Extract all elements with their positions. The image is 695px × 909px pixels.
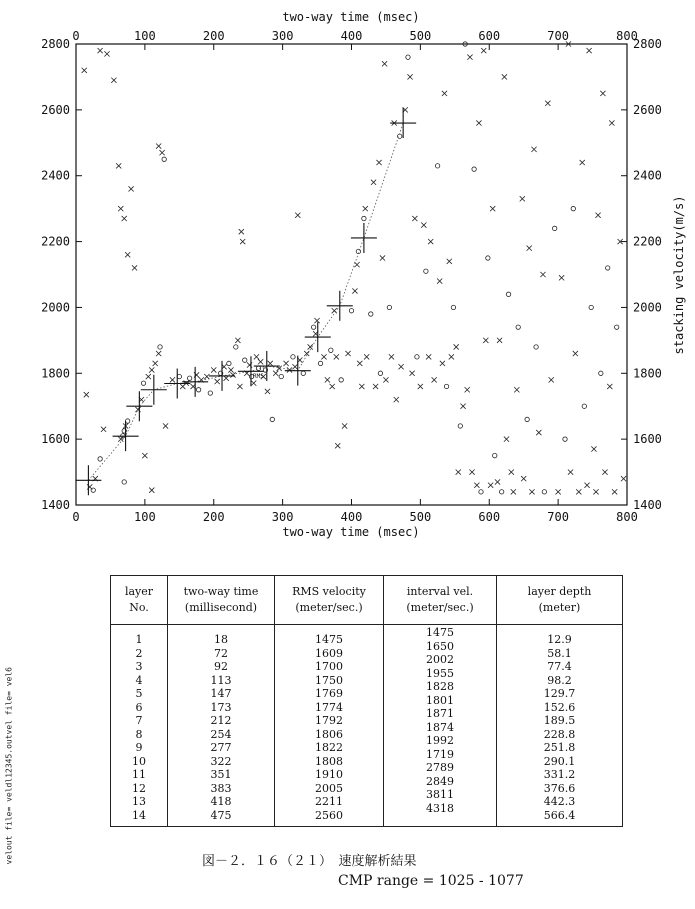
semblance-point [104, 51, 109, 56]
velocity-pick-3 [126, 391, 152, 421]
side-file-note: velout file= veldl12345.outvel file= vel6 [4, 667, 14, 865]
semblance-point [227, 361, 231, 365]
semblance-point [111, 78, 116, 83]
semblance-point [556, 489, 561, 494]
semblance-point [418, 384, 423, 389]
y-tick-label-left-7: 2800 [41, 37, 70, 51]
y-axis-title: stacking velocity(m/s) [672, 195, 686, 355]
x-tick-label-top-5: 500 [409, 29, 432, 43]
semblance-point [295, 213, 300, 218]
semblance-point [84, 392, 89, 397]
x-tick-label-bottom-0: 0 [72, 510, 80, 524]
semblance-point [410, 371, 415, 376]
semblance-point [474, 483, 479, 488]
x-tick-label-top-3: 300 [271, 29, 294, 43]
velocity-pick-12 [327, 291, 353, 321]
semblance-point [421, 223, 426, 228]
x-tick-label-top-1: 100 [134, 29, 156, 43]
semblance-point [621, 476, 626, 481]
velocity-pick-2 [113, 421, 139, 451]
semblance-point [363, 206, 368, 211]
semblance-point [456, 469, 461, 474]
semblance-point [559, 275, 564, 280]
semblance-point [349, 309, 353, 313]
semblance-point [292, 364, 297, 369]
semblance-point [371, 180, 376, 185]
semblance-point [407, 74, 412, 79]
semblance-point [600, 91, 605, 96]
semblance-point [243, 358, 247, 362]
semblance-point [460, 404, 465, 409]
semblance-point [493, 453, 497, 457]
semblance-point [162, 157, 166, 161]
semblance-point [502, 74, 507, 79]
semblance-point [568, 469, 573, 474]
semblance-point [82, 68, 87, 73]
semblance-point [563, 437, 567, 441]
y-tick-label-left-3: 2000 [41, 300, 70, 315]
y-tick-label-left-4: 2200 [41, 234, 70, 249]
semblance-point [141, 381, 145, 385]
semblance-point [345, 351, 350, 356]
semblance-points [82, 41, 626, 494]
semblance-point [552, 226, 556, 230]
semblance-point [291, 355, 295, 359]
semblance-point [357, 361, 362, 366]
semblance-point [156, 351, 161, 356]
semblance-point [156, 143, 161, 148]
semblance-point [98, 48, 103, 53]
x-tick-label-bottom-2: 200 [202, 510, 225, 524]
semblance-point [122, 216, 127, 221]
column-time: 18 72 92 113 147 173 212 254 277 322 351 383 418 475 [168, 625, 275, 827]
semblance-point [454, 344, 459, 349]
semblance-point [383, 377, 388, 382]
semblance-point [437, 278, 442, 283]
semblance-point [196, 388, 200, 392]
semblance-point [467, 55, 472, 60]
semblance-point [125, 252, 130, 257]
semblance-point [531, 147, 536, 152]
semblance-point [506, 292, 510, 296]
y-tick-label-left-6: 2600 [41, 102, 70, 117]
velocity-pick-6 [182, 367, 208, 397]
semblance-point [149, 367, 154, 372]
semblance-point [142, 453, 147, 458]
y-tick-label-left-0: 1400 [41, 498, 70, 512]
semblance-point [204, 374, 209, 379]
semblance-point [237, 384, 242, 389]
semblance-point [230, 372, 235, 377]
velocity-pick-line [88, 123, 403, 480]
semblance-point [254, 354, 259, 359]
semblance-point [481, 48, 486, 53]
x-axis-title: two-way time (msec) [282, 525, 420, 539]
semblance-point [571, 206, 575, 210]
semblance-point [362, 216, 366, 220]
semblance-point [380, 255, 385, 260]
semblance-point [215, 379, 220, 384]
y-tick-label-right-1: 1600 [633, 432, 662, 447]
semblance-point [339, 378, 343, 382]
semblance-point [398, 364, 403, 369]
semblance-point [270, 417, 274, 421]
header-time: two-way time (millisecond) [168, 576, 275, 625]
semblance-point [314, 318, 319, 323]
y-tick-label-right-4: 2200 [633, 234, 662, 249]
velocity-pick-11 [305, 322, 331, 352]
semblance-point [329, 348, 333, 352]
semblance-point [132, 265, 137, 270]
semblance-point [497, 338, 502, 343]
semblance-point [364, 354, 369, 359]
semblance-point [444, 384, 448, 388]
semblance-point [576, 489, 581, 494]
semblance-point [606, 266, 610, 270]
semblance-point [442, 91, 447, 96]
semblance-point [584, 483, 589, 488]
semblance-point [301, 371, 305, 375]
semblance-point [325, 377, 330, 382]
semblance-point [373, 384, 378, 389]
semblance-point [415, 355, 419, 359]
x-tick-label-bottom-1: 100 [134, 510, 156, 524]
semblance-point [265, 389, 270, 394]
semblance-point [449, 354, 454, 359]
semblance-point [352, 288, 357, 293]
semblance-point [382, 61, 387, 66]
semblance-point [163, 423, 168, 428]
rms-annotation: RMS [253, 373, 264, 380]
y-tick-label-right-5: 2400 [633, 168, 662, 183]
x-tick-label-top-7: 700 [547, 29, 569, 43]
semblance-point [536, 430, 541, 435]
semblance-point [587, 48, 592, 53]
header-rms: RMS velocity (meter/sec.) [275, 576, 384, 625]
figure-caption: 図－２．１６（２１） 速度解析結果 [202, 854, 417, 869]
semblance-point [332, 308, 337, 313]
semblance-point [240, 239, 245, 244]
semblance-point [582, 404, 586, 408]
y-tick-label-left-1: 1600 [41, 432, 70, 447]
semblance-point [334, 354, 339, 359]
velocity-pick-10 [285, 356, 311, 386]
x-tick-label-bottom-3: 300 [271, 510, 294, 524]
x-tick-label-top-0: 0 [72, 29, 80, 43]
x-tick-label-top-2: 200 [202, 29, 225, 43]
semblance-point [520, 196, 525, 201]
semblance-point [170, 377, 175, 382]
semblance-point [488, 483, 493, 488]
semblance-point [335, 443, 340, 448]
semblance-point [542, 490, 546, 494]
semblance-point [91, 488, 95, 492]
semblance-point [479, 490, 483, 494]
semblance-point [98, 457, 102, 461]
semblance-point [369, 312, 373, 316]
y-tick-label-right-0: 1400 [633, 498, 662, 512]
semblance-point [432, 377, 437, 382]
semblance-point [465, 387, 470, 392]
y-tick-label-left-5: 2400 [41, 168, 70, 183]
semblance-point [251, 381, 256, 386]
semblance-point [118, 206, 123, 211]
semblance-point [116, 163, 121, 168]
semblance-point [159, 150, 164, 155]
semblance-point [428, 239, 433, 244]
semblance-point [359, 384, 364, 389]
semblance-point [258, 359, 263, 364]
semblance-point [146, 374, 151, 379]
semblance-point [458, 424, 462, 428]
x-tick-label-bottom-5: 500 [409, 510, 432, 524]
semblance-point [239, 229, 244, 234]
semblance-point [101, 427, 106, 432]
semblance-point [525, 417, 529, 421]
semblance-point [153, 361, 158, 366]
semblance-point [521, 476, 526, 481]
semblance-point [483, 338, 488, 343]
semblance-point [499, 490, 503, 494]
semblance-point [330, 384, 335, 389]
semblance-point [545, 101, 550, 106]
semblance-point [614, 325, 618, 329]
semblance-point [187, 376, 191, 380]
semblance-point [589, 305, 593, 309]
velocity-pick-1 [75, 465, 101, 495]
semblance-point [412, 216, 417, 221]
semblance-point [516, 325, 520, 329]
cmp-range-caption: CMP range = 1025 - 1077 [338, 873, 524, 889]
semblance-point [311, 325, 315, 329]
semblance-point [486, 256, 490, 260]
semblance-point [424, 269, 428, 273]
velocity-picks [75, 108, 416, 495]
semblance-point [540, 272, 545, 277]
semblance-point [595, 213, 600, 218]
semblance-point [435, 164, 439, 168]
semblance-point [122, 480, 126, 484]
semblance-point [593, 489, 598, 494]
semblance-point [495, 479, 500, 484]
semblance-point [609, 120, 614, 125]
semblance-point [208, 391, 212, 395]
velocity-table [110, 575, 623, 827]
semblance-point [389, 354, 394, 359]
semblance-point [273, 371, 278, 376]
column-layer: 1 2 3 4 5 6 7 8 9 10 11 12 13 14 [111, 625, 168, 827]
header-depth: layer depth (meter) [497, 576, 623, 625]
semblance-point [234, 345, 238, 349]
column-depth: 12.9 58.1 77.4 98.2 129.7 152.6 189.5 228.8 251.8 290.1 331.2 376.6 442.3 566.4 [497, 625, 623, 827]
semblance-point [612, 489, 617, 494]
x-tick-label-bottom-7: 700 [547, 510, 569, 524]
semblance-point [321, 354, 326, 359]
semblance-point [318, 361, 322, 365]
semblance-point [580, 160, 585, 165]
semblance-point [394, 397, 399, 402]
semblance-point [476, 120, 481, 125]
semblance-point [378, 371, 382, 375]
column-rms: 1475 1609 1700 1750 1769 1774 1792 1806 1822 1808 1910 2005 2211 2560 [275, 625, 384, 827]
semblance-point [591, 446, 596, 451]
semblance-point [129, 186, 134, 191]
semblance-point [447, 259, 452, 264]
semblance-point [469, 469, 474, 474]
top-axis-title: two-way time (msec) [282, 10, 420, 24]
axis-ticks [76, 44, 627, 505]
velocity-pick-13 [351, 223, 377, 253]
axis-tick-labels [41, 29, 662, 524]
x-tick-label-top-6: 600 [478, 29, 501, 43]
semblance-point [235, 338, 240, 343]
semblance-point [607, 384, 612, 389]
semblance-point [279, 374, 283, 378]
x-tick-label-bottom-4: 400 [340, 510, 363, 524]
y-tick-label-right-3: 2000 [633, 300, 662, 315]
plot-frame [76, 44, 627, 505]
semblance-point [268, 361, 273, 366]
semblance-point [228, 367, 233, 372]
semblance-point [599, 371, 603, 375]
column-interval: 1475 1650 2002 1955 1828 1801 1871 1874 1992 1719 2789 2849 3811 4318 [384, 625, 497, 827]
semblance-point [529, 489, 534, 494]
header-layer: layer No. [111, 576, 168, 625]
x-tick-label-top-8: 800 [616, 29, 638, 43]
semblance-point [406, 55, 410, 59]
semblance-point [158, 345, 162, 349]
velocity-pick-14 [390, 108, 416, 138]
semblance-point [426, 354, 431, 359]
semblance-point [514, 387, 519, 392]
semblance-point [342, 423, 347, 428]
y-tick-label-right-2: 1800 [633, 366, 662, 381]
header-interval: interval vel. (meter/sec.) [384, 576, 497, 625]
semblance-point [451, 305, 455, 309]
semblance-point [376, 160, 381, 165]
x-tick-label-bottom-8: 800 [616, 510, 638, 524]
semblance-point [387, 305, 391, 309]
semblance-point [440, 361, 445, 366]
semblance-point [534, 345, 538, 349]
semblance-point [149, 488, 154, 493]
semblance-point [573, 351, 578, 356]
semblance-point [283, 361, 288, 366]
semblance-point [504, 437, 509, 442]
x-tick-label-bottom-6: 600 [478, 510, 501, 524]
semblance-point [490, 206, 495, 211]
semblance-point [211, 367, 216, 372]
velocity-pick-7 [209, 361, 235, 391]
semblance-point [602, 469, 607, 474]
semblance-point [511, 489, 516, 494]
semblance-point [509, 469, 514, 474]
y-tick-label-right-7: 2800 [633, 37, 662, 51]
semblance-point [549, 377, 554, 382]
semblance-point [472, 167, 476, 171]
velocity-pick-5 [164, 368, 190, 398]
y-tick-label-right-6: 2600 [633, 102, 662, 117]
y-tick-label-left-2: 1800 [41, 366, 70, 381]
x-tick-label-top-4: 400 [340, 29, 363, 43]
semblance-point [527, 246, 532, 251]
